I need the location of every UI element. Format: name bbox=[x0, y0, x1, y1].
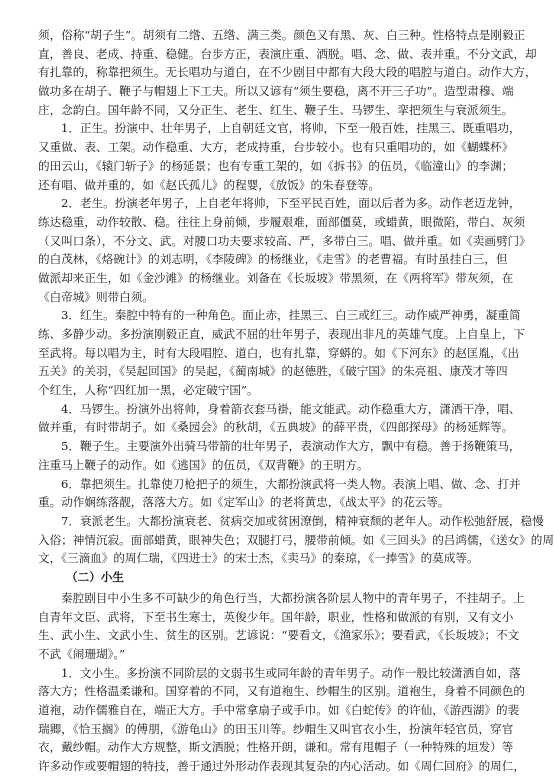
text-line: 庄，念韵白。国年龄不同，又分正生、老生、红生、鞭子生、马锣生、挛把须生与衰派须生。 bbox=[38, 102, 514, 117]
document-body bbox=[38, 26, 554, 776]
text-line: 重。动作娴练落靓，落落大方。如《定军山》的老将黄忠，《战太平》的花云等。 bbox=[38, 495, 450, 510]
text-line: 7．衰派老生。大都扮演衰老、贫病交加或贫困潦倒，精神衰颓的老年人。动作松弛舒展，稳慢 bbox=[61, 513, 544, 528]
text-line: 做派却来正生，如《金沙滩》的杨继业。刘备在《长坂坡》带黑须，在《两将军》带灰须，在 bbox=[38, 270, 514, 285]
text-line: 生、武小生、文武小生、贫生的区别。艺谚说：“要看文，《渔家乐》；要看武，《长坂坡》；不文 bbox=[38, 628, 520, 643]
text-line: 3．红生。秦腔中特有的一种角色。面止赤，挂黑三、白三或红三。动作威严神勇，凝重简 bbox=[61, 308, 521, 323]
text-line: 5．鞭子生。主要演外出骑马带箭的壮年男子，表演动作大方，飘中有稳。善于扬鞭策马， bbox=[61, 439, 521, 454]
text-line: 又重做、表、工架。动作稳重、大方，老成持重，台步较小。也有只重唱功的，如《蝴蝶杯》 bbox=[38, 140, 514, 155]
paragraph-continuation bbox=[38, 26, 537, 119]
text-line: 入俗；神情沉寂。面部蜡黄，眼神失色；双腿打弓，腰带前倾。如《三回头》的吕鸿儒，《送女》的周 bbox=[38, 532, 554, 547]
text-line: 许多动作或要帽翅的特技，善于通过外形动作表现其复杂的内心活动。如《周仁回府》的周仁， bbox=[38, 759, 525, 774]
text-line: 《白帝城》则带白须。 bbox=[38, 289, 154, 304]
paragraph-zhengsheng bbox=[38, 119, 521, 194]
paragraph-laosheng bbox=[38, 194, 531, 306]
text-line: 秦腔剧目中小生多不可缺少的角色行当，大都扮演各阶层人物中的青年男子，不挂胡子。上 bbox=[61, 590, 525, 605]
text-line: 的白茂林，《烙碗计》的刘志明，《李陵碑》的杨继业，《走雪》的老曹福。有时虽挂白三，但 bbox=[38, 252, 508, 267]
paragraph-shuaipai-laosheng bbox=[38, 512, 554, 568]
text-line: 五关》的关羽，《吴起回国》的吴起，《蔺南城》的赵德胜，《破宁国》的朱亮祖、康茂才等四 bbox=[38, 364, 508, 379]
text-line: 4．马锣生。扮演外出将帅，身着箭衣套马褂，能文能武。动作稳重大方，潇洒干净，唱、 bbox=[61, 401, 521, 416]
text-line: （又叫口条），不分文、武。对腰口功夫要求较高、严，多带白三。唱、做并重。如《卖画劈门》 bbox=[38, 233, 531, 248]
text-line: 1．正生。扮演中、壮年男子，上自朝廷文官，将帅，下至一般百姓，挂黑三、既重唱功， bbox=[61, 121, 521, 136]
text-line: 文，《三滴血》的周仁瑞，《四进士》的宋士杰，《卖马》的秦琼，《一捧雪》的莫成等。 bbox=[38, 551, 479, 566]
text-line: 瑞卿，《恰玉搁》的傅朋，《游龟山》的田玉川等。纱帽生又叫官衣小生，扮演年轻官员，穿官 bbox=[38, 721, 514, 736]
text-line: 直，善良、老成、持重、稳健。台步方正，表演庄重、洒脱。唱、念、做、表并重。不分文武，却 bbox=[38, 46, 537, 61]
paragraph-maluosheng bbox=[38, 400, 521, 437]
text-line: 个红生，人称“四红加一黑，必定破宁国”。 bbox=[38, 383, 259, 398]
text-line: 衣，戴纱帽。动作大方规整，斯文洒脱；性格开朗，谦和。常有甩帽子（一种特殊的垣发）等 bbox=[38, 740, 514, 755]
text-line: 做功多在胡子、鞭子与帽翅上下工夫。所以又谚有“须生要稳，离不开三子功”。造型肃穆、端 bbox=[38, 84, 514, 99]
text-line: 道袍，动作儒雅自在，端正大方。手中常拿扇子或手巾。如《白蛇传》的许仙，《游西湖》的裴 bbox=[38, 703, 520, 718]
text-line: 自青年文臣、武将，下至书生寒士，英俊少年。国年龄，职业，性格和做派的有别，又有文小 bbox=[38, 609, 514, 624]
paragraph-bianzisheng bbox=[38, 437, 521, 474]
text-line: 至武将。每以唱为主，时有大段唱腔、道白，也有扎靠，穿蟒的。如《下河东》的赵匡胤，《出 bbox=[38, 345, 520, 360]
section-heading bbox=[38, 568, 484, 589]
section-heading-text: （二）小生 bbox=[66, 569, 124, 584]
paragraph-wenxiaosheng bbox=[38, 664, 525, 776]
paragraph-xiaosheng-intro bbox=[38, 589, 525, 664]
text-line: 做并重，有时带胡子。如《桑园会》的秋胡，《五典坡》的薛平贵，《四郎探母》的杨延辉等。 bbox=[38, 420, 514, 435]
text-line: 有扎靠的，称靠把须生。无长唱功与道白，在不少剧目中都有大段大段的唱腔与道白。动作大方， bbox=[38, 65, 537, 80]
paragraph-hongsheng bbox=[38, 306, 525, 399]
text-line: 的田云山，《辕门斩子》的杨延景；也有专重工架的，如《拆书》的伍员，《临潼山》的李渊； bbox=[38, 158, 514, 173]
text-line: 须，俗称“胡子生”。胡须有二绺、五绺、满三类。颜色又有黑、灰、白三种。性格特点是刚毅正 bbox=[38, 28, 526, 42]
text-line: 2．老生。扮演老年男子，上自老年将帅，下至平民百姓，面以后者为多。动作老迈龙钟， bbox=[61, 196, 521, 211]
text-line: 注重马上鞭子的动作。如《逃国》的伍员，《双背鞭》的王明方。 bbox=[38, 457, 369, 472]
text-line: 落大方；性格温柔谦和。国穿着的不同，又有道袍生、纱帽生的区别。道袍生，身着不同颜色的 bbox=[38, 684, 525, 699]
text-line: 6．靠把须生。扎靠使刀枪把子的须生，大都扮演武将一类人物。表演上唱、做、念、打并 bbox=[61, 476, 521, 491]
paragraph-kaoba-xusheng bbox=[38, 475, 521, 512]
text-line: 不武《闹珊瑚》。” bbox=[38, 647, 126, 661]
text-line: 练达稳重，动作较散、稳。往往上身前倾，步履艰难，面部僵莫，或蜡黄，眼微陷，带白、灰须 bbox=[38, 214, 525, 229]
text-line: 还有唱、做并重的，如《赵氏孤儿》的程婴，《放饭》的朱春登等。 bbox=[38, 177, 381, 192]
text-line: 1．文小生。多扮演不同阶层的文弱书生或同年龄的青年男子。动作一般比较潇洒自如，落 bbox=[61, 665, 521, 680]
text-line: 练、多静少动。多扮演刚毅正直，威武不屈的壮年男子，表现出非凡的英雄气度。上自皇上，下 bbox=[38, 327, 525, 341]
